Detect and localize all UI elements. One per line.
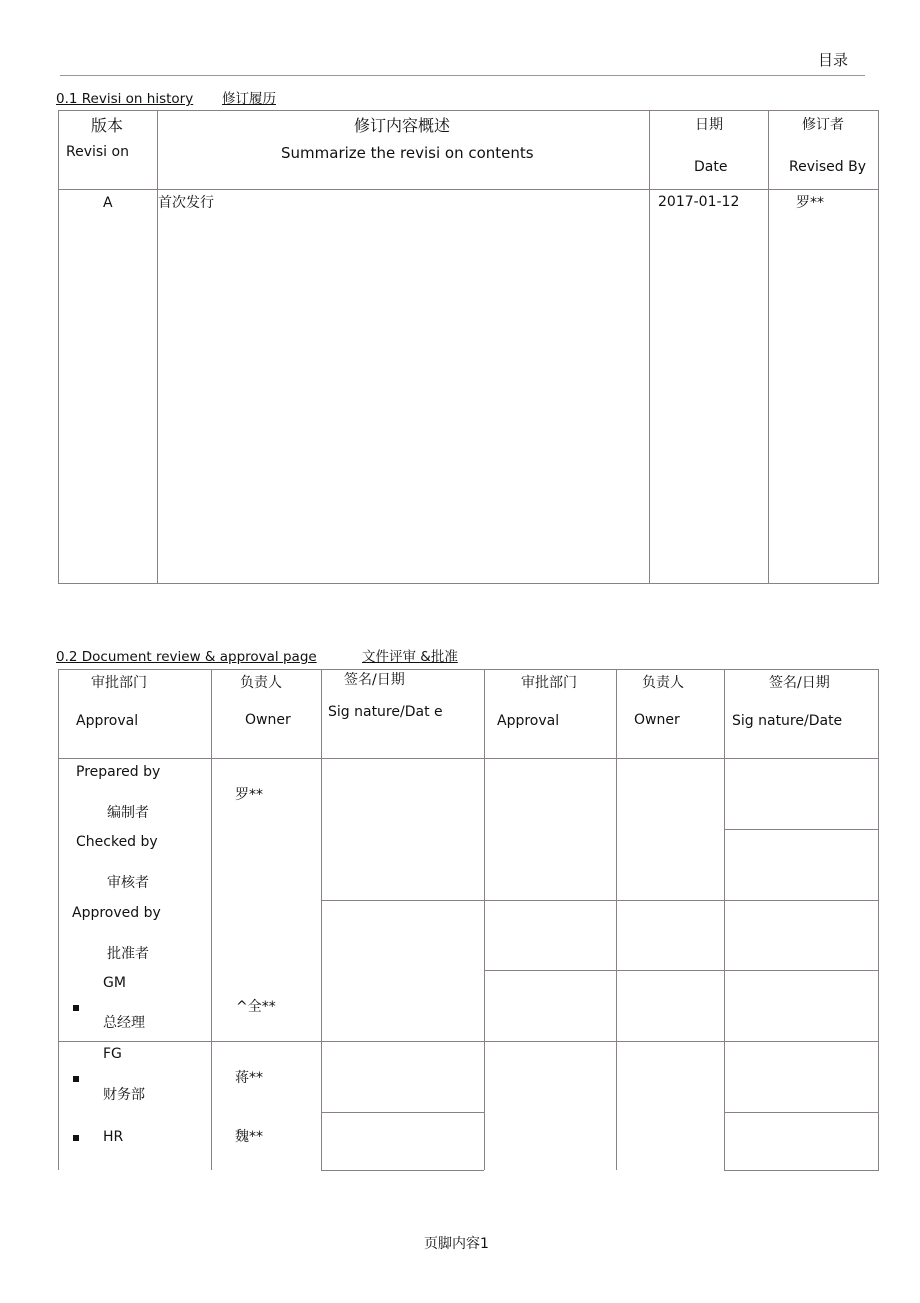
col-header-summary-en: Summarize the revisi on contents (281, 144, 534, 162)
bullet-icon (73, 1005, 79, 1011)
col-header-owner2-cn: 负责人 (642, 675, 684, 691)
role-approved-en: Approved by (72, 905, 161, 921)
col-header-signature-cn: 签名/日期 (344, 672, 405, 688)
col-header-approval-en: Approval (76, 713, 139, 729)
cell-version: A (103, 195, 113, 211)
col-header-owner2-en: Owner (634, 712, 680, 728)
col-header-signature2-cn: 签名/日期 (769, 675, 830, 691)
owner-prepared: 罗** (235, 787, 263, 803)
role-gm-cn: 总经理 (103, 1015, 145, 1031)
bullet-icon (73, 1076, 79, 1082)
role-hr-en: HR (103, 1129, 124, 1145)
col-header-version-cn: 版本 (91, 116, 124, 135)
col-header-summary-cn: 修订内容概述 (354, 116, 451, 135)
bullet-icon (73, 1135, 79, 1141)
role-checked-en: Checked by (76, 834, 158, 850)
col-header-approval2-cn: 审批部门 (521, 675, 577, 691)
col-header-owner-cn: 负责人 (240, 675, 282, 691)
col-header-date-en: Date (694, 159, 728, 175)
col-header-signature2-en: Sig nature/Date (732, 713, 843, 729)
col-header-approval-cn: 审批部门 (91, 675, 147, 691)
approval-title-en: 0.2 Document review & approval page (56, 649, 317, 665)
col-header-date-cn: 日期 (695, 117, 723, 133)
role-prepared-cn: 编制者 (107, 805, 149, 821)
cell-revised-by: 罗** (796, 195, 824, 211)
role-prepared-en: Prepared by (76, 764, 161, 780)
col-header-signature-en: Sig nature/Dat e (328, 704, 443, 720)
role-approved-cn: 批准者 (107, 946, 149, 962)
revision-title-en: 0.1 Revisi on history (56, 91, 194, 107)
owner-gm: ^全** (236, 999, 276, 1015)
role-gm-en: GM (103, 975, 126, 991)
owner-hr: 魏** (235, 1129, 263, 1145)
col-header-by-en: Revised By (789, 159, 867, 175)
col-header-version-en: Revisi on (66, 144, 129, 160)
header-rule (60, 75, 865, 76)
owner-fg: 蒋** (235, 1070, 263, 1086)
col-header-owner-en: Owner (245, 712, 291, 728)
col-header-by-cn: 修订者 (802, 117, 844, 133)
toc-heading: 目录 (818, 51, 849, 69)
footer-text: 页脚内容1 (424, 1236, 489, 1252)
role-checked-cn: 审核者 (107, 875, 149, 891)
role-fg-en: FG (103, 1046, 122, 1062)
cell-date: 2017-01-12 (658, 194, 740, 210)
col-header-approval2-en: Approval (497, 713, 560, 729)
cell-summary: 首次发行 (158, 195, 214, 211)
role-fg-cn: 财务部 (103, 1087, 145, 1103)
approval-title-cn: 文件评审 &批准 (362, 649, 458, 665)
revision-title-cn: 修订履历 (222, 91, 276, 107)
